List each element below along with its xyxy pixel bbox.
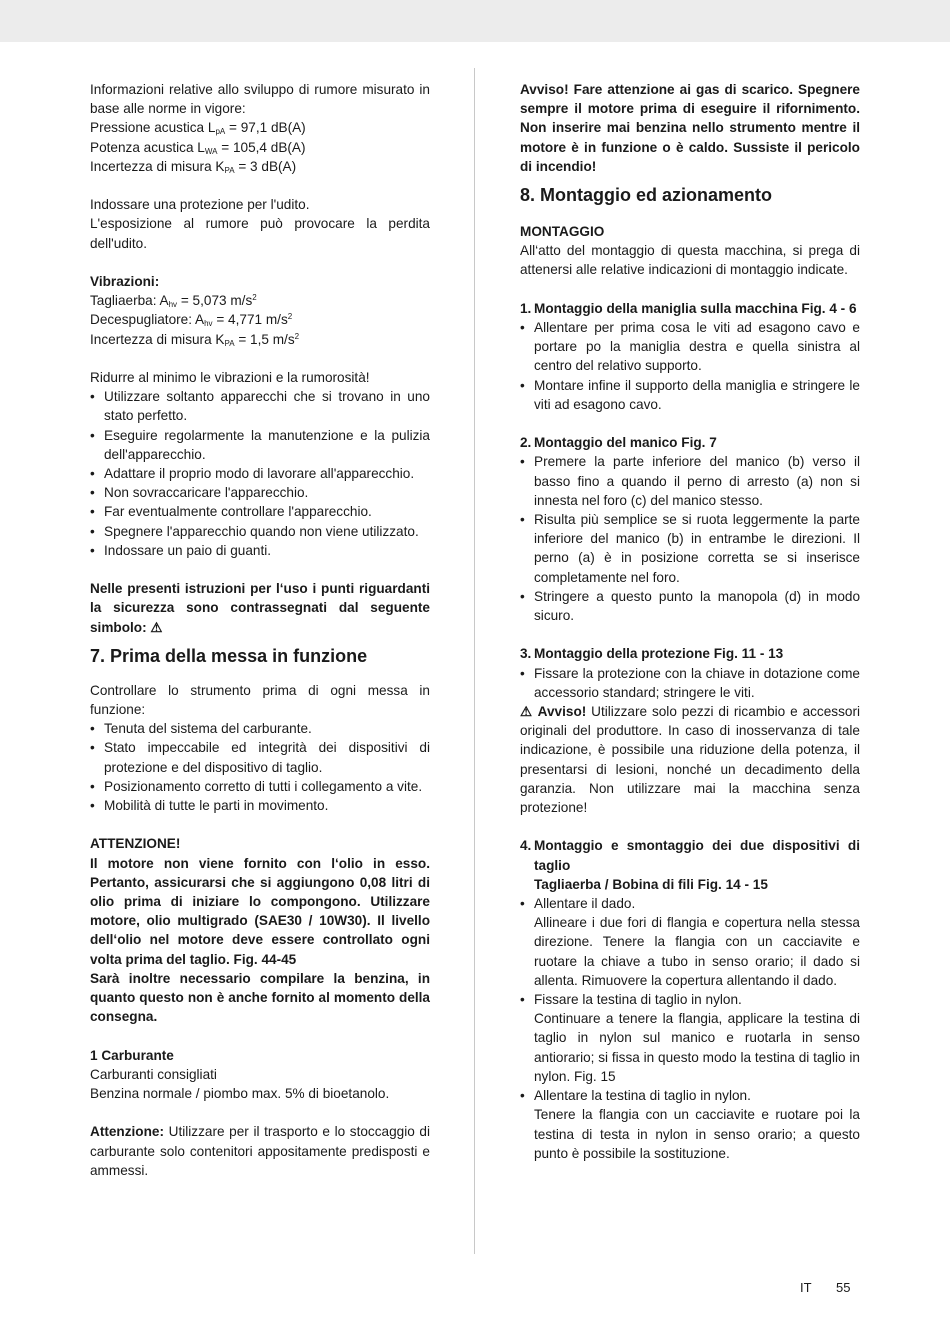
step-4-heading: [520, 836, 860, 894]
footer-language: IT: [800, 1280, 812, 1295]
list-item: • Mobilità di tutte le parti in movimento.: [90, 796, 430, 815]
squared-sup: 2: [287, 312, 293, 322]
vibration-uncertainty-sub: PA: [224, 338, 235, 348]
sound-power-label: Potenza acustica L: [90, 139, 205, 155]
list-item: • Fissare la protezione con la chiave in dotazione come accessorio standard; stringere le viti.: [520, 664, 860, 702]
top-bar: [0, 0, 950, 42]
safety-symbol-note: Nelle presenti istruzioni per l‘uso i punti riguardanti la sicurezza sono contrassegnati dal seguente simbolo: ⚠: [90, 581, 430, 635]
step-2-list: [520, 452, 860, 625]
fuel-recommended: Carburanti consigliati: [90, 1066, 217, 1082]
section-7-list: [90, 719, 430, 815]
step-2-heading: [520, 433, 860, 452]
item-head: Fissare la testina di taglio in nylon.: [534, 992, 742, 1008]
squared-sup: 2: [294, 331, 300, 341]
vibration-brushcutter-value: = 4,771 m/s: [212, 312, 288, 328]
list-item: • Non sovraccaricare l'apparecchio.: [90, 483, 430, 502]
fuel-title: 1 Carburante: [90, 1047, 174, 1063]
hearing-loss-warning: L'esposizione al rumore può provocare la perdita dell'udito.: [90, 216, 430, 251]
vibration-uncertainty: [90, 330, 430, 349]
vibration-title: Vibrazioni:: [90, 274, 160, 289]
right-column: [520, 80, 860, 1163]
step-title: Montaggio della protezione Fig. 11 - 13: [534, 646, 784, 662]
sound-pressure-sub: pA: [215, 127, 226, 137]
step-title: [534, 836, 860, 894]
step-number: 4.: [520, 838, 532, 854]
sound-pressure-value: = 97,1 dB(A): [225, 120, 306, 136]
sound-power-value: = 105,4 dB(A): [217, 139, 306, 155]
noise-uncertainty-sub: PA: [224, 165, 235, 175]
list-item: • Tenuta del sistema del carburante.: [90, 719, 430, 738]
step-number: 2.: [520, 435, 532, 451]
fuel-storage-note: [90, 1122, 430, 1180]
list-item: [520, 990, 860, 1086]
left-column: [90, 80, 430, 1180]
list-item: • Stringere a questo punto la manopola (d) in modo sicuro.: [520, 587, 860, 625]
list-item: • Spegnere l'apparecchio quando non viene utilizzato.: [90, 522, 430, 541]
step-1-list: [520, 318, 860, 414]
item-body: Tenere la flangia con un cacciavite e ruotare poi la testina di testa in nylon in senso orario; a questo punto è possibile la sostituzione.: [534, 1107, 860, 1161]
assembly-intro: All‘atto del montaggio di questa macchina, si prega di attenersi alle relative indicazioni di montaggio indicate.: [520, 243, 860, 278]
fuel-type: Benzina normale / piombo max. 5% di bioetanolo.: [90, 1086, 390, 1102]
step-title: Montaggio della maniglia sulla macchina Fig. 4 - 6: [534, 300, 857, 316]
list-item: [520, 1086, 860, 1163]
section-8-title: 8. Montaggio ed azionamento: [520, 185, 773, 206]
warning-label: ⚠ Avviso!: [520, 704, 587, 720]
vibration-mower-value: = 5,073 m/s: [177, 293, 253, 309]
spare-parts-warning: [520, 702, 860, 817]
list-item: • Utilizzare soltanto apparecchi che si trovano in uno stato perfetto.: [90, 387, 430, 425]
item-body: Allineare i due fori di flangia e copertura nella stessa direzione. Tenere la flangia con un cacciavite e ruotare la chiave a tubo in senso orario; il dado si allenta. Rimuovere la copertura allentando il dado.: [534, 915, 860, 988]
attention-title: ATTENZIONE!: [90, 836, 181, 852]
list-item: • Far eventualmente controllare l'apparecchio.: [90, 502, 430, 521]
vibration-brushcutter-label: Decespugliatore: A: [90, 312, 205, 328]
step-1-heading: [520, 299, 860, 318]
noise-uncertainty: [90, 157, 430, 176]
assembly-title: MONTAGGIO: [520, 224, 605, 240]
step-3-list: [520, 664, 860, 702]
list-item: • Stato impeccabile ed integrità dei dispositivi di protezione e del dispositivo di taglio.: [90, 738, 430, 776]
vibration-brushcutter: [90, 310, 430, 329]
item-head: Allentare la testina di taglio in nylon.: [534, 1088, 751, 1104]
step-4-list: [520, 894, 860, 1163]
section-7-intro: Controllare lo strumento prima di ogni messa in funzione:: [90, 682, 430, 718]
section-7-title: 7. Prima della messa in funzione: [90, 645, 368, 666]
hearing-protection: Indossare una protezione per l'udito.: [90, 197, 310, 213]
list-item: • Eseguire regolarmente la manutenzione e la pulizia dell'apparecchio.: [90, 426, 430, 464]
vibration-mower-sub: hv: [168, 300, 178, 310]
fuel-storage-label: Attenzione:: [90, 1124, 165, 1140]
step-4-title: Montaggio e smontaggio dei due dispositivi di taglio: [534, 838, 860, 873]
item-body: Continuare a tenere la flangia, applicare la testina di taglio in nylon sul manico e ruotarla in senso antiorario; si fissa in questo modo la testina di taglio in nylon. Fig. 15: [534, 1011, 860, 1084]
list-item: [520, 894, 860, 990]
step-number: 1.: [520, 300, 532, 316]
list-item: • Adattare il proprio modo di lavorare all'apparecchio.: [90, 464, 430, 483]
step-title: Montaggio del manico Fig. 7: [534, 435, 717, 451]
step-4-subtitle: Tagliaerba / Bobina di fili Fig. 14 - 15: [534, 876, 768, 892]
list-item: • Premere la parte inferiore del manico (b) verso il basso fino a quando il perno di arresto (a) non si innesta nel foro (c) del manico stesso.: [520, 452, 860, 510]
item-head: Allentare il dado.: [534, 896, 636, 912]
list-item: • Risulta più semplice se si ruota leggermente la parte inferiore del manico (b) in entrambe le direzioni. Il perno (a) è in posizione corretta se si inserisce completamente nel foro.: [520, 510, 860, 587]
list-item: • Montare infine il supporto della maniglia e stringere le viti ad esagono cavo.: [520, 376, 860, 414]
step-number: 3.: [520, 646, 532, 662]
attention-oil-text: Il motore non viene fornito con l‘olio in esso. Pertanto, assicurarsi che si aggiungono 0,08 litri di olio prima di iniziare lo compongono. Utilizzare motore, olio multigrado (SAE30 / 10W30). Il livello dell‘olio nel motore deve essere controllato ogni volta prima del taglio. Fig. 44-45: [90, 855, 430, 967]
sound-power: [90, 138, 430, 157]
column-divider: [474, 68, 475, 1254]
vibration-mower-label: Tagliaerba: A: [90, 293, 169, 309]
step-3-heading: [520, 644, 860, 663]
exhaust-warning: Avviso! Fare attenzione ai gas di scarico. Spegnere sempre il motore prima di eseguire il rifornimento. Non inserire mai benzina nello strumento mentre il motore è in funzione o è caldo. Sussiste il pericolo di incendio!: [520, 82, 860, 174]
list-item: • Indossare un paio di guanti.: [90, 541, 430, 560]
vibration-mower: [90, 291, 430, 310]
vibration-brushcutter-sub: hv: [204, 319, 213, 329]
squared-sup: 2: [252, 293, 257, 303]
sound-power-sub: WA: [204, 146, 218, 156]
noise-uncertainty-label: Incertezza di misura K: [90, 158, 225, 174]
page-number: 55: [836, 1280, 851, 1295]
sound-pressure-label: Pressione acustica L: [90, 120, 216, 136]
reduce-vibration: Ridurre al minimo le vibrazioni e la rumorosità!: [90, 370, 370, 385]
noise-uncertainty-value: = 3 dB(A): [234, 158, 297, 174]
warning-text: Utilizzare solo pezzi di ricambio e accessori originali del produttore. In caso di inosservanza di tale indicazione, è possibile una riduzione della potenza, il presentarsi di lesioni, nonché un decadimento della garanzia. Non utilizzare mai la macchina senza protezione!: [520, 704, 860, 816]
list-item: • Allentare per prima cosa le viti ad esagono cavo e portare po la maniglia destra e quella sinistra al centro del relativo supporto.: [520, 318, 860, 376]
attention-fuel-text: Sarà inoltre necessario compilare la benzina, in quanto questo non è anche fornito al momento della consegna.: [90, 970, 430, 1025]
sound-pressure: [90, 118, 430, 137]
noise-intro: Informazioni relative allo sviluppo di rumore misurato in base alle norme in vigore:: [90, 82, 430, 117]
fuel-storage-text: Utilizzare per il trasporto e lo stoccaggio di carburante solo contenitori appositamente predisposti e ammessi.: [90, 1124, 430, 1178]
vibration-uncertainty-value: = 1,5 m/s: [234, 331, 295, 347]
vibration-tips-list: [90, 387, 430, 560]
list-item: • Posizionamento corretto di tutti i collegamento a vite.: [90, 777, 430, 796]
vibration-uncertainty-label: Incertezza di misura K: [90, 331, 225, 347]
